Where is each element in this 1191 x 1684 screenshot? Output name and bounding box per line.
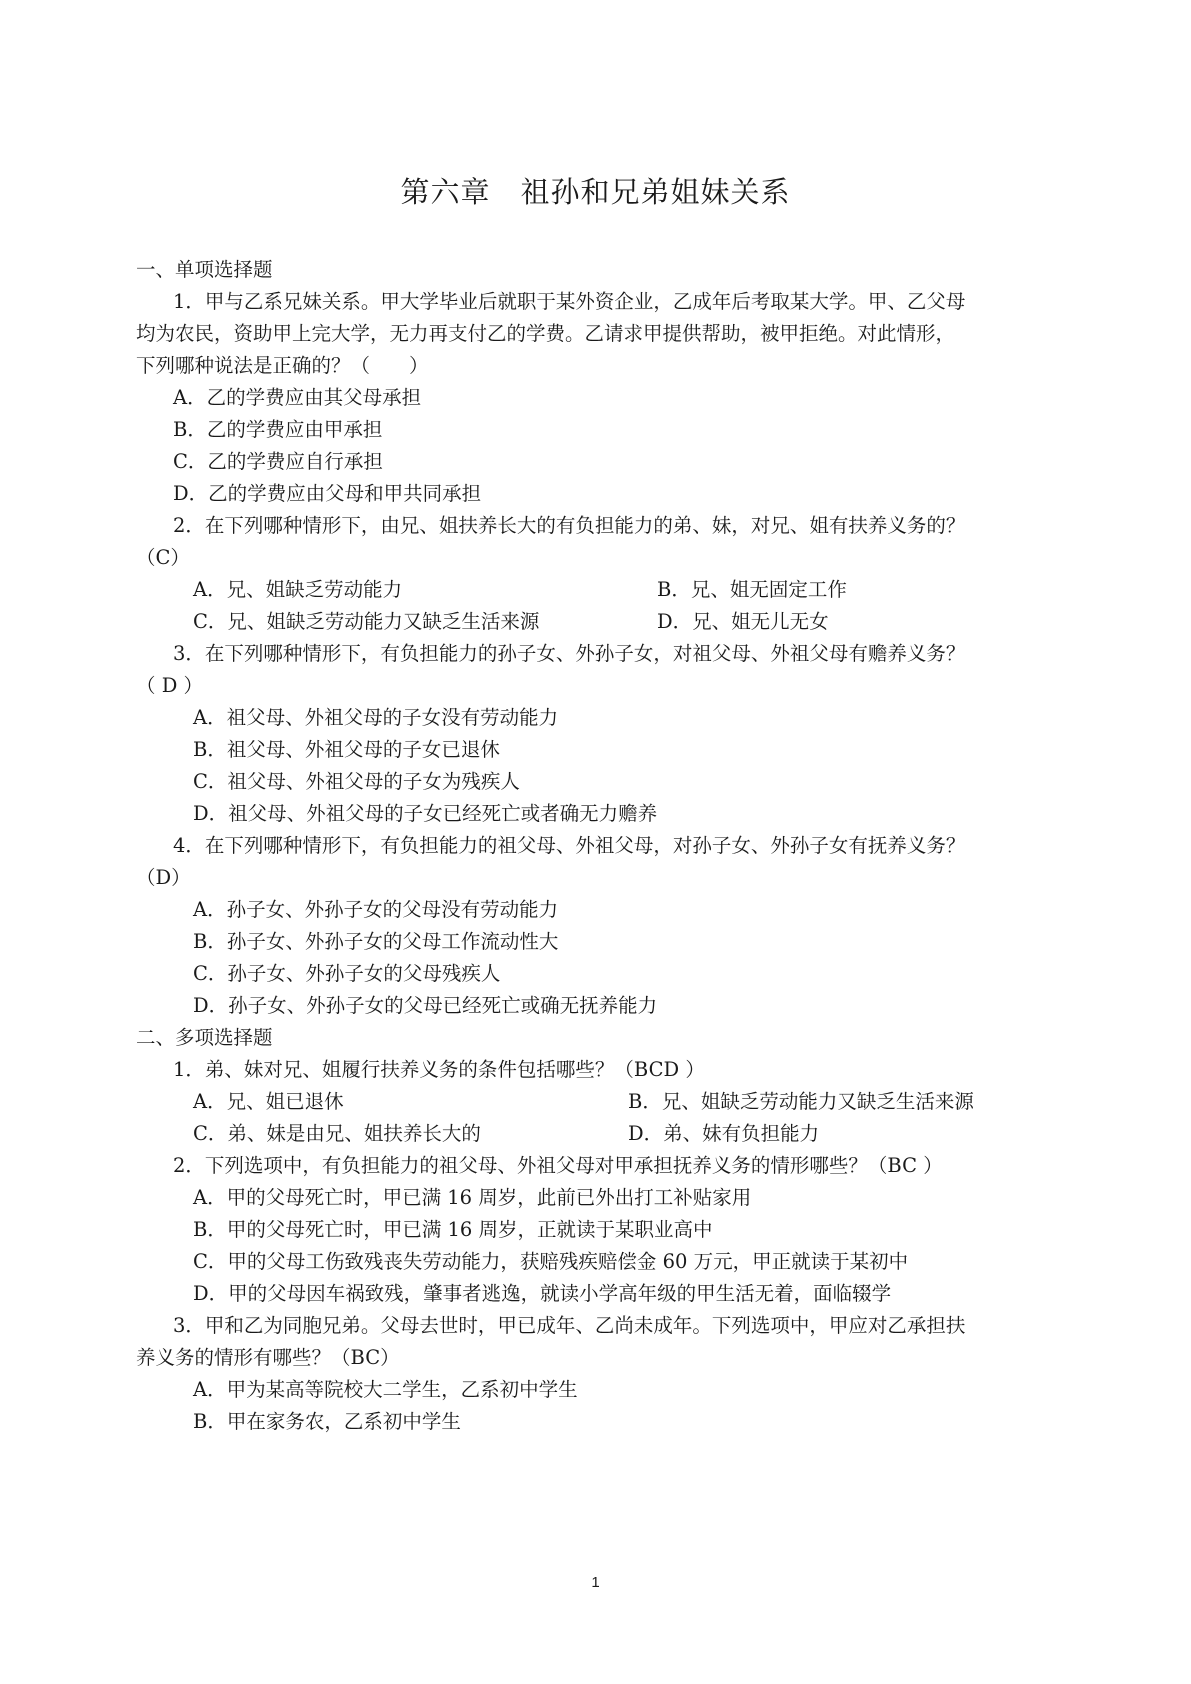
section-heading-multiple-choice: 二、多项选择题 (136, 1026, 273, 1049)
question-line: 2．下列选项中，有负担能力的祖父母、外祖父母对甲承担抚养义务的情形哪些？（BC ） (173, 1154, 943, 1177)
option-b: B．孙子女、外孙子女的父母工作流动性大 (193, 930, 559, 953)
question-line: 下列哪种说法是正确的？（ ） (136, 354, 429, 377)
page-number: 1 (591, 1574, 600, 1591)
option-c: C．乙的学费应自行承担 (173, 450, 383, 473)
option-c: C．孙子女、外孙子女的父母残疾人 (193, 962, 501, 985)
question-line: 4．在下列哪种情形下，有负担能力的祖父母、外祖父母，对孙子女、外孙子女有抚养义务？ (173, 834, 966, 857)
question-line: 1．甲与乙系兄妹关系。甲大学毕业后就职于某外资企业，乙成年后考取某大学。甲、乙父母 (173, 290, 966, 313)
question-line: 1．弟、妹对兄、姐履行扶养义务的条件包括哪些？（BCD ） (173, 1058, 705, 1081)
option-a: A．祖父母、外祖父母的子女没有劳动能力 (193, 706, 559, 729)
option-c: C．祖父母、外祖父母的子女为残疾人 (193, 770, 520, 793)
option-b: B．甲在家务农，乙系初中学生 (193, 1410, 461, 1433)
section-heading-single-choice: 一、单项选择题 (136, 258, 273, 281)
option-b: B．兄、姐缺乏劳动能力又缺乏生活来源 (628, 1090, 974, 1113)
answer-line: （ D ） (136, 674, 204, 697)
option-b: B．甲的父母死亡时，甲已满 16 周岁，正就读于某职业高中 (193, 1218, 713, 1241)
option-b: B．乙的学费应由甲承担 (173, 418, 383, 441)
option-a: A．乙的学费应由其父母承担 (173, 386, 422, 409)
question-line: 3．在下列哪种情形下，有负担能力的孙子女、外孙子女，对祖父母、外祖父母有赡养义务？ (173, 642, 966, 665)
option-b: B．兄、姐无固定工作 (657, 578, 847, 601)
option-a: A．甲为某高等院校大二学生，乙系初中学生 (193, 1378, 578, 1401)
option-d: D．兄、姐无儿无女 (657, 610, 829, 633)
option-d: D．孙子女、外孙子女的父母已经死亡或确无抚养能力 (193, 994, 658, 1017)
option-c: C．弟、妹是由兄、姐扶养长大的 (193, 1122, 481, 1145)
question-line: 3．甲和乙为同胞兄弟。父母去世时，甲已成年、乙尚未成年。下列选项中，甲应对乙承担扶 (173, 1314, 966, 1337)
answer-line: （C） (136, 546, 190, 569)
chapter-title: 第六章 祖孙和兄弟姐妹关系 (400, 175, 791, 209)
answer-line: （D） (136, 866, 191, 889)
option-d: D．弟、妹有负担能力 (628, 1122, 820, 1145)
option-c: C．兄、姐缺乏劳动能力又缺乏生活来源 (193, 610, 540, 633)
question-line: 2．在下列哪种情形下，由兄、姐扶养长大的有负担能力的弟、妹，对兄、姐有扶养义务的？ (173, 514, 966, 537)
question-line: 养义务的情形有哪些？（BC） (136, 1346, 400, 1369)
option-c: C．甲的父母工伤致残丧失劳动能力，获赔残疾赔偿金 60 万元，甲正就读于某初中 (193, 1250, 909, 1273)
option-a: A．孙子女、外孙子女的父母没有劳动能力 (193, 898, 559, 921)
option-a: A．兄、姐缺乏劳动能力 (193, 578, 403, 601)
question-line: 均为农民，资助甲上完大学，无力再支付乙的学费。乙请求甲提供帮助，被甲拒绝。对此情形， (136, 322, 956, 345)
option-a: A．兄、姐已退休 (193, 1090, 344, 1113)
option-b: B．祖父母、外祖父母的子女已退休 (193, 738, 500, 761)
option-d: D．乙的学费应由父母和甲共同承担 (173, 482, 482, 505)
option-d: D．祖父母、外祖父母的子女已经死亡或者确无力赡养 (193, 802, 658, 825)
option-a: A．甲的父母死亡时，甲已满 16 周岁，此前已外出打工补贴家用 (193, 1186, 752, 1209)
option-d: D．甲的父母因车祸致残，肇事者逃逸，就读小学高年级的甲生活无着，面临辍学 (193, 1282, 892, 1305)
